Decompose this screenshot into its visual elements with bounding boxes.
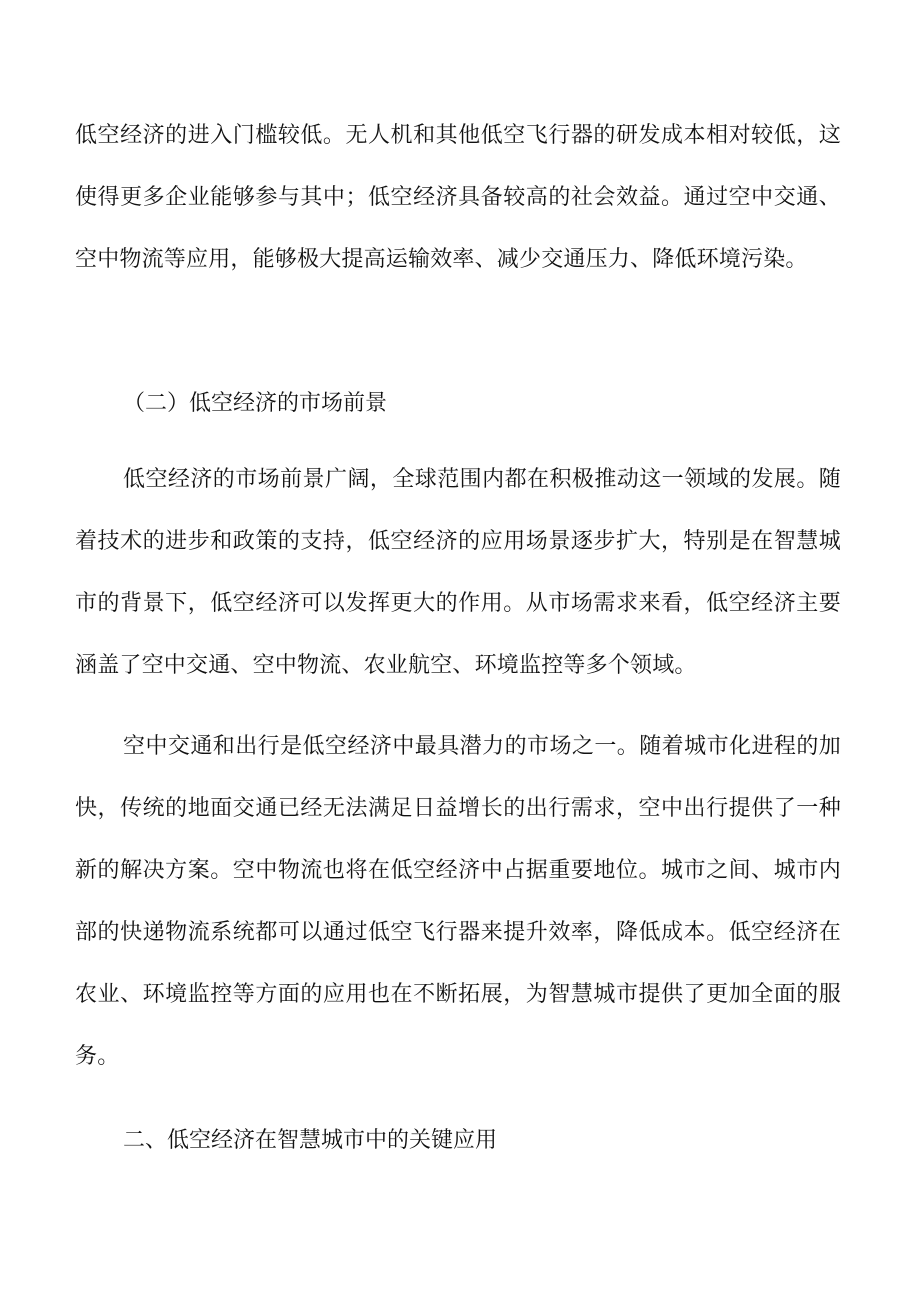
- body-paragraph-entry-threshold: 低空经济的进入门槛较低。无人机和其他低空飞行器的研发成本相对较低，这使得更多企业能够参与其中；低空经济具备较高的社会效益。通过空中交通、空中物流等应用，能够极大提高运输效率、减少交通压力、降低环境污染。: [75, 123, 841, 272]
- body-paragraph-air-transport: 空中交通和出行是低空经济中最具潜力的市场之一。随着城市化进程的加快，传统的地面交通已经无法满足日益增长的出行需求，空中出行提供了一种新的解决方案。空中物流也将在低空经济中占据重要地位。城市之间、城市内部的快递物流系统都可以通过低空飞行器来提升效率，降低成本。低空经济在农业、环境监控等方面的应用也在不断拓展，为智慧城市提供了更加全面的服务。: [75, 734, 841, 1069]
- body-paragraph-market-outlook: 低空经济的市场前景广阔，全球范围内都在积极推动这一领域的发展。随着技术的进步和政策的支持，低空经济的应用场景逐步扩大，特别是在智慧城市的背景下，低空经济可以发挥更大的作用。从市场需求来看，低空经济主要涵盖了空中交通、空中物流、农业航空、环境监控等多个领域。: [75, 467, 841, 678]
- chapter-heading-key-applications: 二、低空经济在智慧城市中的关键应用: [123, 1128, 498, 1153]
- section-heading-market-outlook: （二）低空经济的市场前景: [123, 391, 388, 416]
